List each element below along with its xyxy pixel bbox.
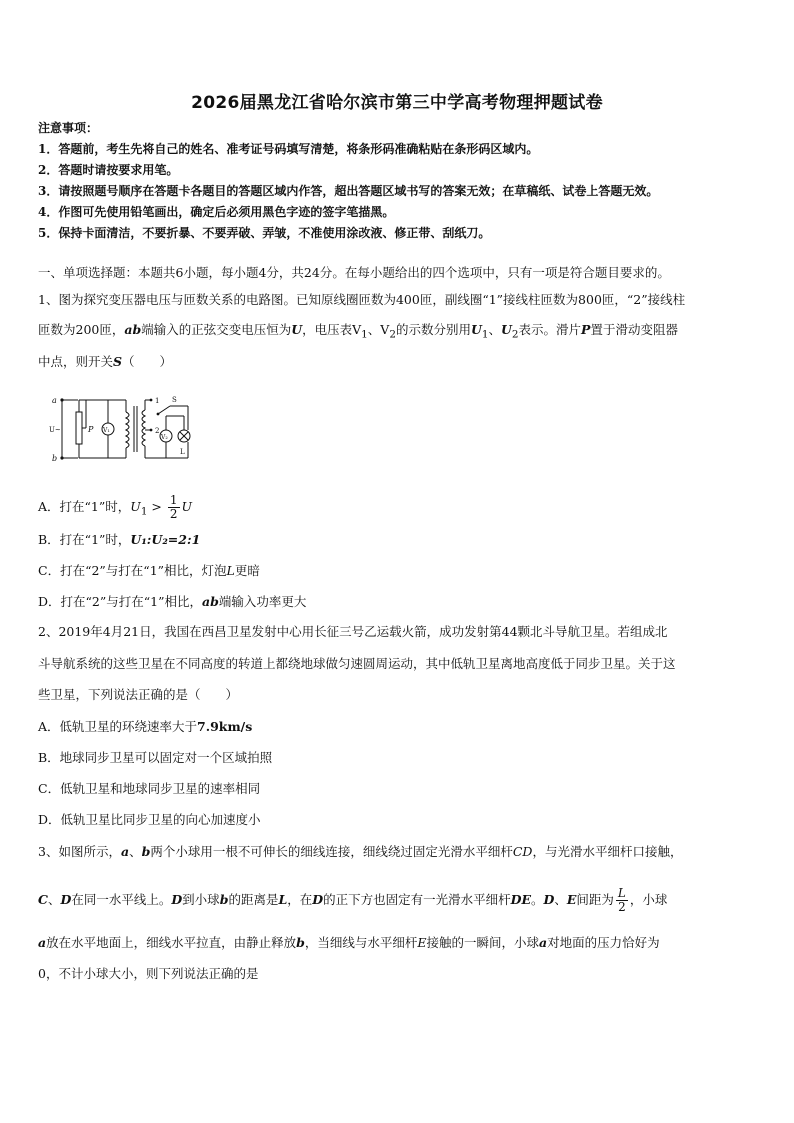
circuit-label-s: S — [172, 396, 177, 404]
notes-item: 1．答题前，考生先将自己的姓名、准考证号码填写清楚，将条形码准确粘贴在条形码区域内。 — [38, 142, 539, 156]
q1-stem-line-3: 中点，则开关S（ ） — [38, 354, 173, 369]
q1-option-c: C．打在“2”与打在“1”相比，灯泡L更暗 — [38, 563, 260, 578]
q1-option-b: B．打在“1”时，U₁:U₂=2:1 — [38, 532, 201, 547]
q2-option-c: C．低轨卫星和地球同步卫星的速率相同 — [38, 781, 261, 796]
fraction-one-half: $\frac{1}{2}$ — [169, 493, 178, 521]
circuit-label-p: P — [88, 425, 94, 434]
notes-item: 2．答题时请按要求用笔。 — [38, 163, 179, 177]
fraction-l-over-2: $\frac{L}{2}$ — [617, 886, 626, 914]
q2-option-b: B．地球同步卫星可以固定对一个区域拍照 — [38, 750, 273, 765]
notes-heading: 注意事项： — [38, 121, 99, 135]
circuit-label-l: L — [180, 448, 185, 456]
circuit-label-1: 1 — [155, 397, 160, 405]
q3-stem-line-4: 0，不计小球大小，则下列说法正确的是 — [38, 966, 259, 981]
q1-stem-line-2: 匝数为200匝，ab端输入的正弦交变电压恒为U，电压表$V_1$、$V_2$的示数分别用$U_1$、$U_2$表示。滑片P置于滑动变阻器 — [38, 322, 678, 341]
notes-item: 3．请按照题号顺序在答题卡各题目的答题区域内作答，超出答题区域书写的答案无效；在草稿纸、试卷上答题无效。 — [38, 184, 659, 198]
q2-stem-line-3: 些卫星，下列说法正确的是（ ） — [38, 687, 239, 702]
q1-option-a: A．打在“1”时，$U_1$ > $\frac{1}{2}$ U — [38, 493, 193, 521]
page-title: 2026届黑龙江省哈尔滨市第三中学高考物理押题试卷 — [191, 93, 603, 113]
q2-option-a: A．低轨卫星的环绕速率大于7.9km/s — [38, 719, 253, 734]
q3-stem-line-1: 3、如图所示，a、b两个小球用一根不可伸长的细线连接，细线绕过固定光滑水平细杆CD，与光滑水平细杆口接触， — [38, 844, 683, 859]
q3-stem-line-3: a放在水平地面上，细线水平拉直，由静止释放b，当细线与水平细杆E接触的一瞬间，小球a对地面的压力恰好为 — [38, 935, 660, 950]
notes-item: 4．作图可先使用铅笔画出，确定后必须用黑色字迹的签字笔描黑。 — [38, 205, 395, 219]
circuit-label-b: b — [52, 454, 58, 463]
circuit-label-u: U~ — [49, 426, 61, 434]
q1-option-d: D．打在“2”与打在“1”相比，ab端输入功率更大 — [38, 594, 307, 609]
q2-stem-line-2: 斗导航系统的这些卫星在不同高度的转道上都绕地球做匀速圆周运动，其中低轨卫星离地高度低于同步卫星。关于这 — [38, 656, 676, 671]
circuit-label-2: 2 — [155, 427, 160, 435]
circuit-label-v2: V₂ — [161, 434, 168, 441]
q2-stem-line-1: 2、2019年4月21日，我国在西昌卫星发射中心用长征三号乙运载火箭，成功发射第44颗北斗导航卫星。若组成北 — [38, 624, 668, 639]
q1-stem-line-1: 1、图为探究变压器电压与匝数关系的电路图。已知原线圈匝数为400匝，副线圈“1”接线柱匝数为800匝，“2”接线柱 — [38, 292, 686, 307]
circuit-label-a: a — [52, 396, 57, 405]
section-heading: 一、单项选择题：本题共6小题，每小题4分，共24分。在每小题给出的四个选项中，只有一项是符合题目要求的。 — [38, 265, 670, 280]
q2-option-d: D．低轨卫星比同步卫星的向心加速度小 — [38, 812, 261, 827]
q3-stem-line-2: C、D在同一水平线上。D到小球b的距离是L，在D的正下方也固定有一光滑水平细杆DE。D、E间距为 $\frac{L}{2}$ ，小球 — [38, 886, 668, 914]
circuit-label-v1: V₁ — [103, 427, 110, 434]
notes-item: 5．保持卡面清洁，不要折暴、不要弄破、弄皱，不准使用涂改液、修正带、刮纸刀。 — [38, 226, 491, 240]
transformer-circuit-diagram — [48, 392, 198, 466]
